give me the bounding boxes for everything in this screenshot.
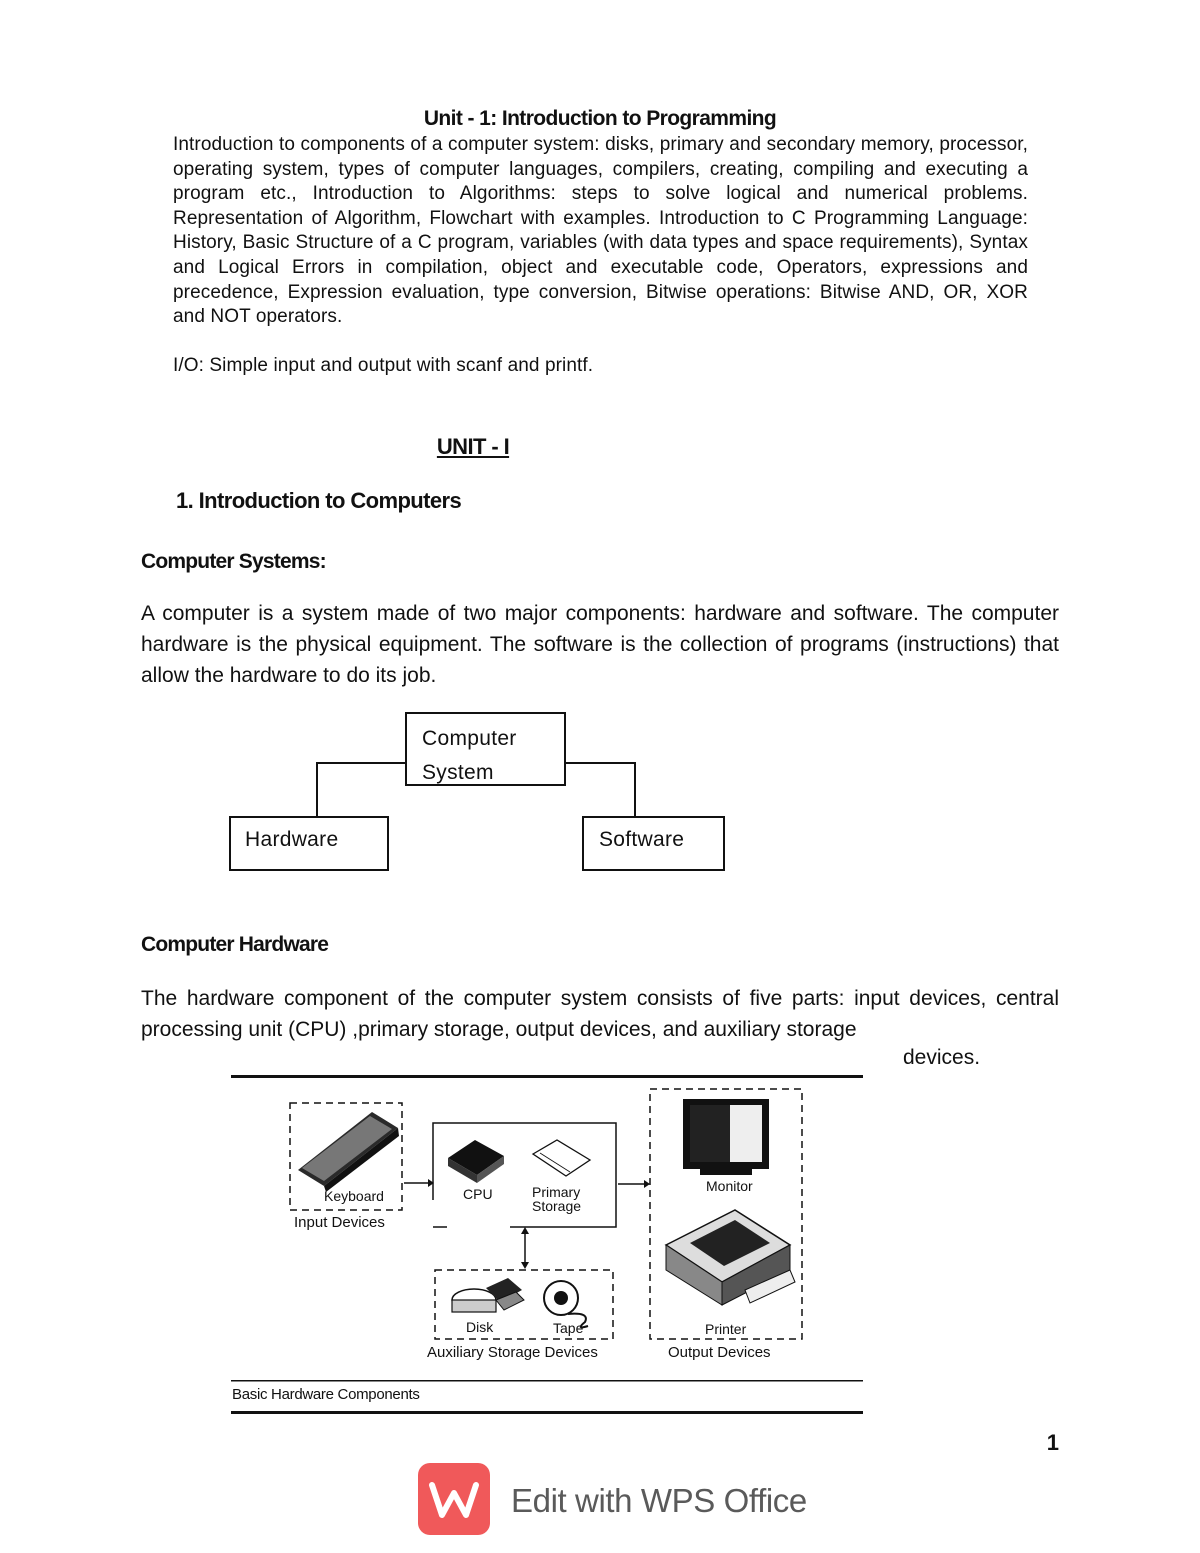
computer-hardware-tail: devices. <box>903 1046 981 1069</box>
disk-icon <box>452 1278 524 1312</box>
keyboard-label: Keyboard <box>324 1188 384 1204</box>
tape-label: Tape <box>553 1320 584 1336</box>
auxiliary-devices-label: Auxiliary Storage Devices <box>427 1344 598 1361</box>
diagram-software-label: Software <box>599 828 685 851</box>
syllabus-paragraph: Introduction to components of a computer system: disks, primary and secondary memory, processor, operating system, types of computer languages, compilers, creating, compiling and executing a program etc., Introduction to Algorithms: steps to solve logical and numerical problems. Representation of Algorithm, Flowchart with examples. Introduction to C Programming Language: History, Basic Structure of a C program, variables (with data types and space requirements), Syntax and Logical Errors in compilation, object and executable code, Operators, expressions and precedence, Expression evaluation, type conversion, Bitwise operations: Bitwise AND, OR, XOR and NOT operators. <box>173 134 1028 328</box>
wps-watermark-text: Edit with WPS Office <box>511 1482 807 1519</box>
primary-storage-label <box>532 1185 581 1213</box>
diagram-root-line1: Computer <box>422 727 517 750</box>
output-devices-label: Output Devices <box>668 1344 771 1361</box>
cpu-box <box>433 1123 616 1227</box>
computer-systems-text: A computer is a system made of two major components: hardware and software. The computer hardware is the physical equipment. The software is the collection of programs (instructions) that allow the hardware to do its job. <box>141 602 1059 687</box>
printer-label: Printer <box>705 1321 747 1337</box>
monitor-icon <box>683 1099 769 1175</box>
input-devices-label: Input Devices <box>294 1214 385 1231</box>
wps-logo-icon <box>418 1463 490 1535</box>
cpu-icon <box>448 1140 504 1183</box>
diagram-root-line2: System <box>422 761 494 784</box>
caption-top-rule <box>231 1380 863 1382</box>
section-heading: 1. Introduction to Computers <box>176 488 462 513</box>
primary-storage-line2: Storage <box>532 1198 582 1214</box>
computer-hardware-heading: Computer Hardware <box>141 933 329 956</box>
computer-systems-heading: Computer Systems: <box>141 550 326 573</box>
printer-icon <box>666 1210 795 1305</box>
page-number: 1 <box>1046 1430 1059 1455</box>
unit-heading: UNIT - I <box>436 434 510 459</box>
primary-storage-icon <box>533 1140 590 1176</box>
monitor-label: Monitor <box>706 1178 753 1194</box>
diagram-hardware-label: Hardware <box>245 828 339 851</box>
figure-bottom-rule <box>231 1411 863 1414</box>
figure-caption: Basic Hardware Components <box>232 1386 420 1403</box>
disk-label: Disk <box>466 1319 494 1335</box>
figure-top-rule <box>231 1075 863 1078</box>
syllabus-io-line: I/O: Simple input and output with scanf and printf. <box>173 355 594 377</box>
computer-hardware-text: The hardware component of the computer system consists of five parts: input devices, central processing unit (CPU) ,primary storage, output devices, and auxiliary storage <box>141 987 1059 1041</box>
syllabus-title: Unit - 1: Introduction to Programming <box>423 107 777 130</box>
primary-storage-line1: Primary <box>532 1184 581 1200</box>
keyboard-icon <box>298 1112 399 1192</box>
cpu-label: CPU <box>463 1186 493 1202</box>
